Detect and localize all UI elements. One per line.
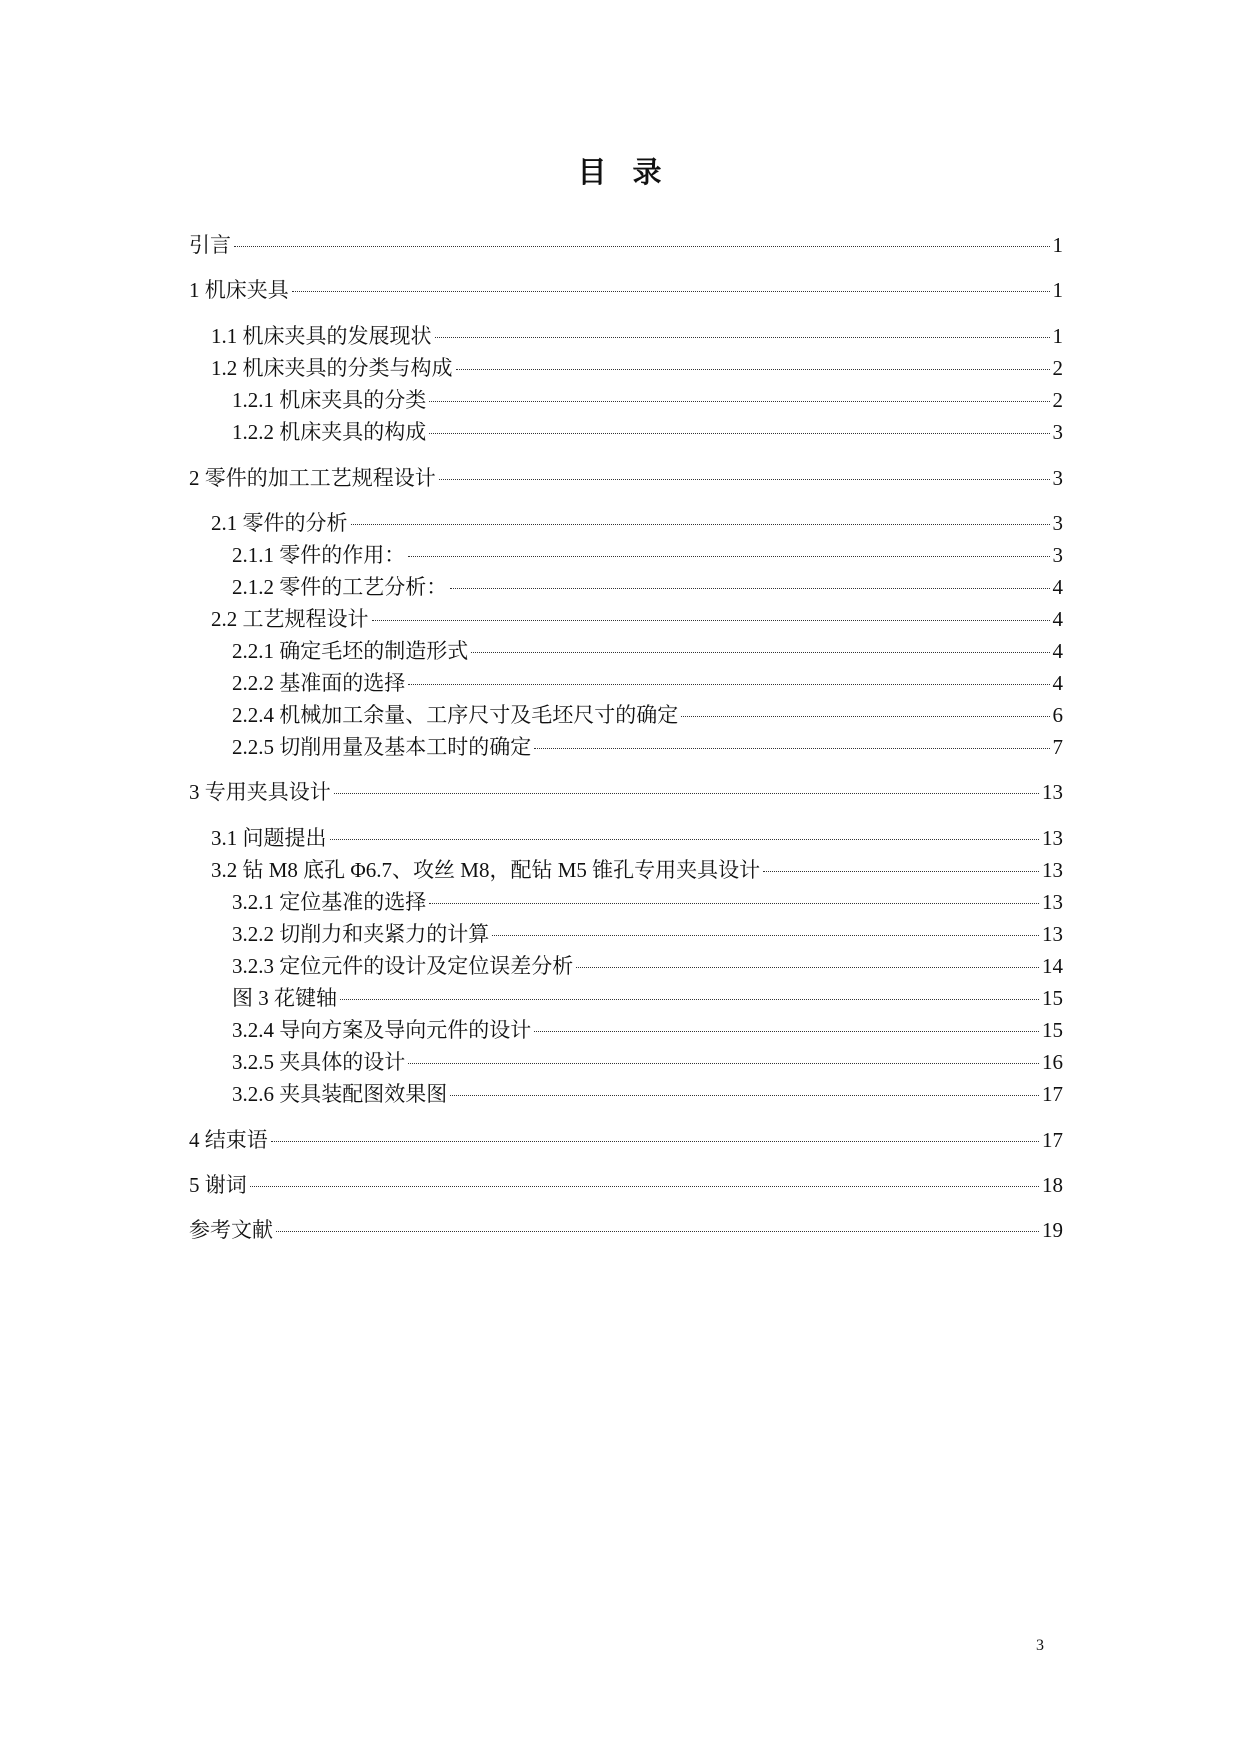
dot-leader (429, 903, 1039, 904)
toc-entry (211, 323, 1063, 349)
toc-entry-label: 2.1.1 零件的作用： (232, 543, 406, 567)
toc-entry-label: 2.2.1 确定毛坯的制造形式 (232, 639, 469, 663)
toc-entry-page: 13 (1042, 922, 1063, 946)
toc-entry (189, 465, 1063, 491)
toc-entry-page: 13 (1042, 780, 1063, 804)
toc-entry-label: 1.1 机床夹具的发展现状 (211, 324, 432, 348)
toc-entry-label: 3.2.5 夹具体的设计 (232, 1050, 406, 1074)
toc-entry (232, 670, 1063, 696)
toc-entry-label: 3.2.6 夹具装配图效果图 (232, 1082, 448, 1106)
toc-entry-page: 13 (1042, 890, 1063, 914)
toc-entry-label: 2.2.4 机械加工余量、工序尺寸及毛坯尺寸的确定 (232, 703, 679, 727)
toc-entry (211, 355, 1063, 381)
toc-entry-page: 15 (1042, 1018, 1063, 1042)
toc-entry (232, 734, 1063, 760)
dot-leader (450, 1095, 1039, 1096)
toc-entry-page: 14 (1042, 954, 1063, 978)
toc-entry-label: 2.2 工艺规程设计 (211, 607, 369, 631)
toc-entry (189, 1127, 1063, 1153)
toc-entry-label: 3.2.1 定位基准的选择 (232, 890, 427, 914)
dot-leader (276, 1231, 1039, 1232)
toc-entry-page: 1 (1052, 233, 1063, 257)
dot-leader (271, 1141, 1039, 1142)
toc-entry-page: 6 (1052, 703, 1063, 727)
toc-entry (189, 277, 1063, 303)
toc-entry-label: 3.1 问题提出 (211, 826, 327, 850)
toc-entry (211, 825, 1063, 851)
toc-entry (211, 857, 1063, 883)
toc-entry-page: 13 (1042, 858, 1063, 882)
dot-leader (681, 716, 1049, 717)
toc-title-char: 录 (632, 157, 664, 189)
toc-entry-label: 参考文献 (189, 1218, 273, 1242)
toc-entry-page: 4 (1052, 639, 1063, 663)
dot-leader (234, 246, 1050, 247)
toc-entry (189, 1217, 1063, 1243)
toc-entry-label: 5 谢词 (189, 1173, 247, 1197)
dot-leader (408, 556, 1049, 557)
dot-leader (250, 1186, 1039, 1187)
toc-entry-label: 2 零件的加工工艺规程设计 (189, 466, 436, 490)
dot-leader (334, 793, 1039, 794)
toc-entry-label: 1.2 机床夹具的分类与构成 (211, 356, 453, 380)
toc-entry-label: 2.1.2 零件的工艺分析： (232, 575, 448, 599)
toc-entry-label: 4 结束语 (189, 1128, 268, 1152)
toc-entry (232, 921, 1063, 947)
dot-leader (471, 652, 1049, 653)
toc-entry (232, 1049, 1063, 1075)
toc-entry-page: 3 (1052, 466, 1063, 490)
toc-entry (211, 510, 1063, 536)
toc-entry-label: 3.2.3 定位元件的设计及定位误差分析 (232, 954, 574, 978)
toc-entry-page: 3 (1052, 543, 1063, 567)
dot-leader (450, 588, 1049, 589)
toc-entry-label: 2.2.2 基准面的选择 (232, 671, 406, 695)
dot-leader (408, 684, 1049, 685)
toc-entry (211, 606, 1063, 632)
dot-leader (492, 935, 1039, 936)
toc-entry-page: 1 (1052, 324, 1063, 348)
toc-entry-page: 4 (1052, 671, 1063, 695)
toc-entry-page: 17 (1042, 1128, 1063, 1152)
toc-entry-page: 16 (1042, 1050, 1063, 1074)
toc-entry-label: 2.2.5 切削用量及基本工时的确定 (232, 735, 532, 759)
toc-entry-page: 7 (1052, 735, 1063, 759)
page-number: 3 (1036, 1637, 1044, 1654)
toc-title-char: 目 (577, 157, 609, 189)
toc-entry-label: 1 机床夹具 (189, 278, 289, 302)
toc-entry (232, 542, 1063, 568)
toc-entry-page: 3 (1052, 420, 1063, 444)
toc-entry-label: 3 专用夹具设计 (189, 780, 331, 804)
dot-leader (429, 401, 1049, 402)
dot-leader (435, 337, 1050, 338)
dot-leader (372, 620, 1050, 621)
dot-leader (576, 967, 1039, 968)
dot-leader (292, 291, 1050, 292)
toc-entry-page: 2 (1052, 356, 1063, 380)
toc-entry-page: 2 (1052, 388, 1063, 412)
dot-leader (534, 1031, 1039, 1032)
toc-entry-page: 19 (1042, 1218, 1063, 1242)
toc-entry-page: 17 (1042, 1082, 1063, 1106)
dot-leader (439, 479, 1050, 480)
dot-leader (330, 839, 1040, 840)
toc-entry-page: 18 (1042, 1173, 1063, 1197)
dot-leader (408, 1063, 1039, 1064)
toc-entry-page: 4 (1052, 575, 1063, 599)
toc-entry-label: 1.2.1 机床夹具的分类 (232, 388, 427, 412)
dot-leader (340, 999, 1039, 1000)
toc-entry-label: 图 3 花键轴 (232, 986, 337, 1010)
toc-entry-page: 4 (1052, 607, 1063, 631)
toc-entry-label: 3.2.2 切削力和夹紧力的计算 (232, 922, 490, 946)
toc-entry (232, 1081, 1063, 1107)
dot-leader (763, 871, 1039, 872)
toc-entry (232, 889, 1063, 915)
toc-entry-page: 15 (1042, 986, 1063, 1010)
toc-entry-page: 3 (1052, 511, 1063, 535)
toc-entry (232, 419, 1063, 445)
dot-leader (351, 524, 1050, 525)
toc-entry-label: 3.2.4 导向方案及导向元件的设计 (232, 1018, 532, 1042)
toc-entry-label: 3.2 钻 M8 底孔 Φ6.7、攻丝 M8，配钻 M5 锥孔专用夹具设计 (211, 858, 761, 882)
dot-leader (456, 369, 1050, 370)
toc-entry (232, 1017, 1063, 1043)
dot-leader (429, 433, 1049, 434)
toc-entry (232, 702, 1063, 728)
toc-entry-label: 引言 (189, 233, 231, 257)
toc-entry (189, 779, 1063, 805)
toc-entry-page: 1 (1052, 278, 1063, 302)
toc-entry (232, 638, 1063, 664)
toc-entry (232, 953, 1063, 979)
toc-entry (189, 232, 1063, 258)
toc-entry (189, 1172, 1063, 1198)
toc-entry (232, 574, 1063, 600)
dot-leader (534, 748, 1049, 749)
toc-entry (232, 985, 1063, 1011)
toc-entry-label: 1.2.2 机床夹具的构成 (232, 420, 427, 444)
toc-entry-label: 2.1 零件的分析 (211, 511, 348, 535)
toc-entry (232, 387, 1063, 413)
toc-entry-page: 13 (1042, 826, 1063, 850)
